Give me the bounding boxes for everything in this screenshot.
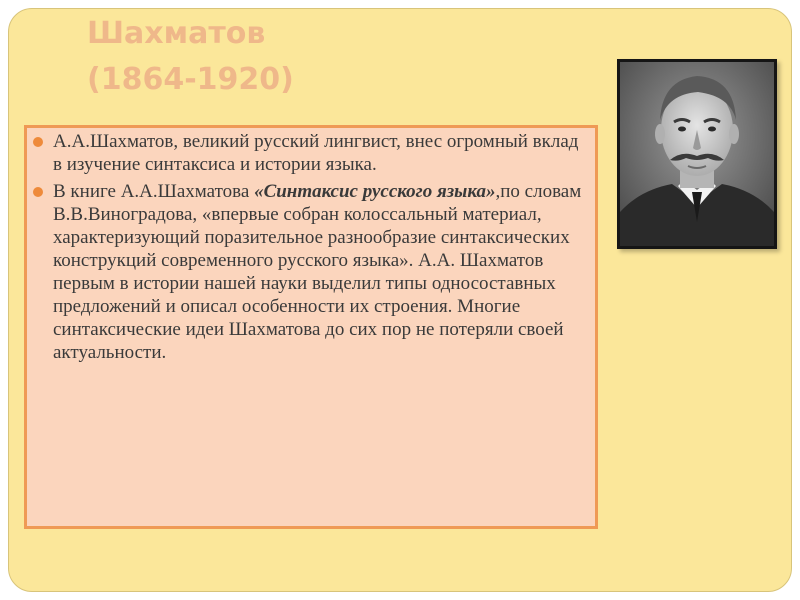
slide-title (87, 11, 294, 103)
bullet-text: А.А.Шахматов, великий русский лингвист, внес огромный вклад в изучение синтаксиса и истории языка. (53, 131, 579, 175)
bullet-text-prefix: В книге А.А.Шахматова (53, 181, 255, 202)
bullet-dot-icon (33, 187, 43, 197)
title-years: (1864-1920) (87, 62, 294, 97)
content-textbox (24, 125, 598, 529)
slide (8, 8, 792, 592)
bullet-dot-icon (33, 137, 43, 147)
book-title: «Синтаксис русского языка» (254, 181, 496, 202)
portrait-image (620, 62, 774, 246)
bullet-item (53, 130, 587, 176)
portrait-photo (617, 59, 777, 249)
bullet-item (53, 180, 587, 364)
bullet-text-suffix: ,по словам В.В.Виноградова, «впервые собран колоссальный материал, характеризующий поразительное разнообразие синтаксических конструкций современного русского языка». А.А. Шахматов первым в истории нашей науки выделил типы односоставных предложений и описал особенности их строения. Многие синтаксические идеи Шахматова до сих пор не потеряли своей актуальности. (53, 181, 582, 363)
title-name: Шахматов (87, 16, 266, 51)
